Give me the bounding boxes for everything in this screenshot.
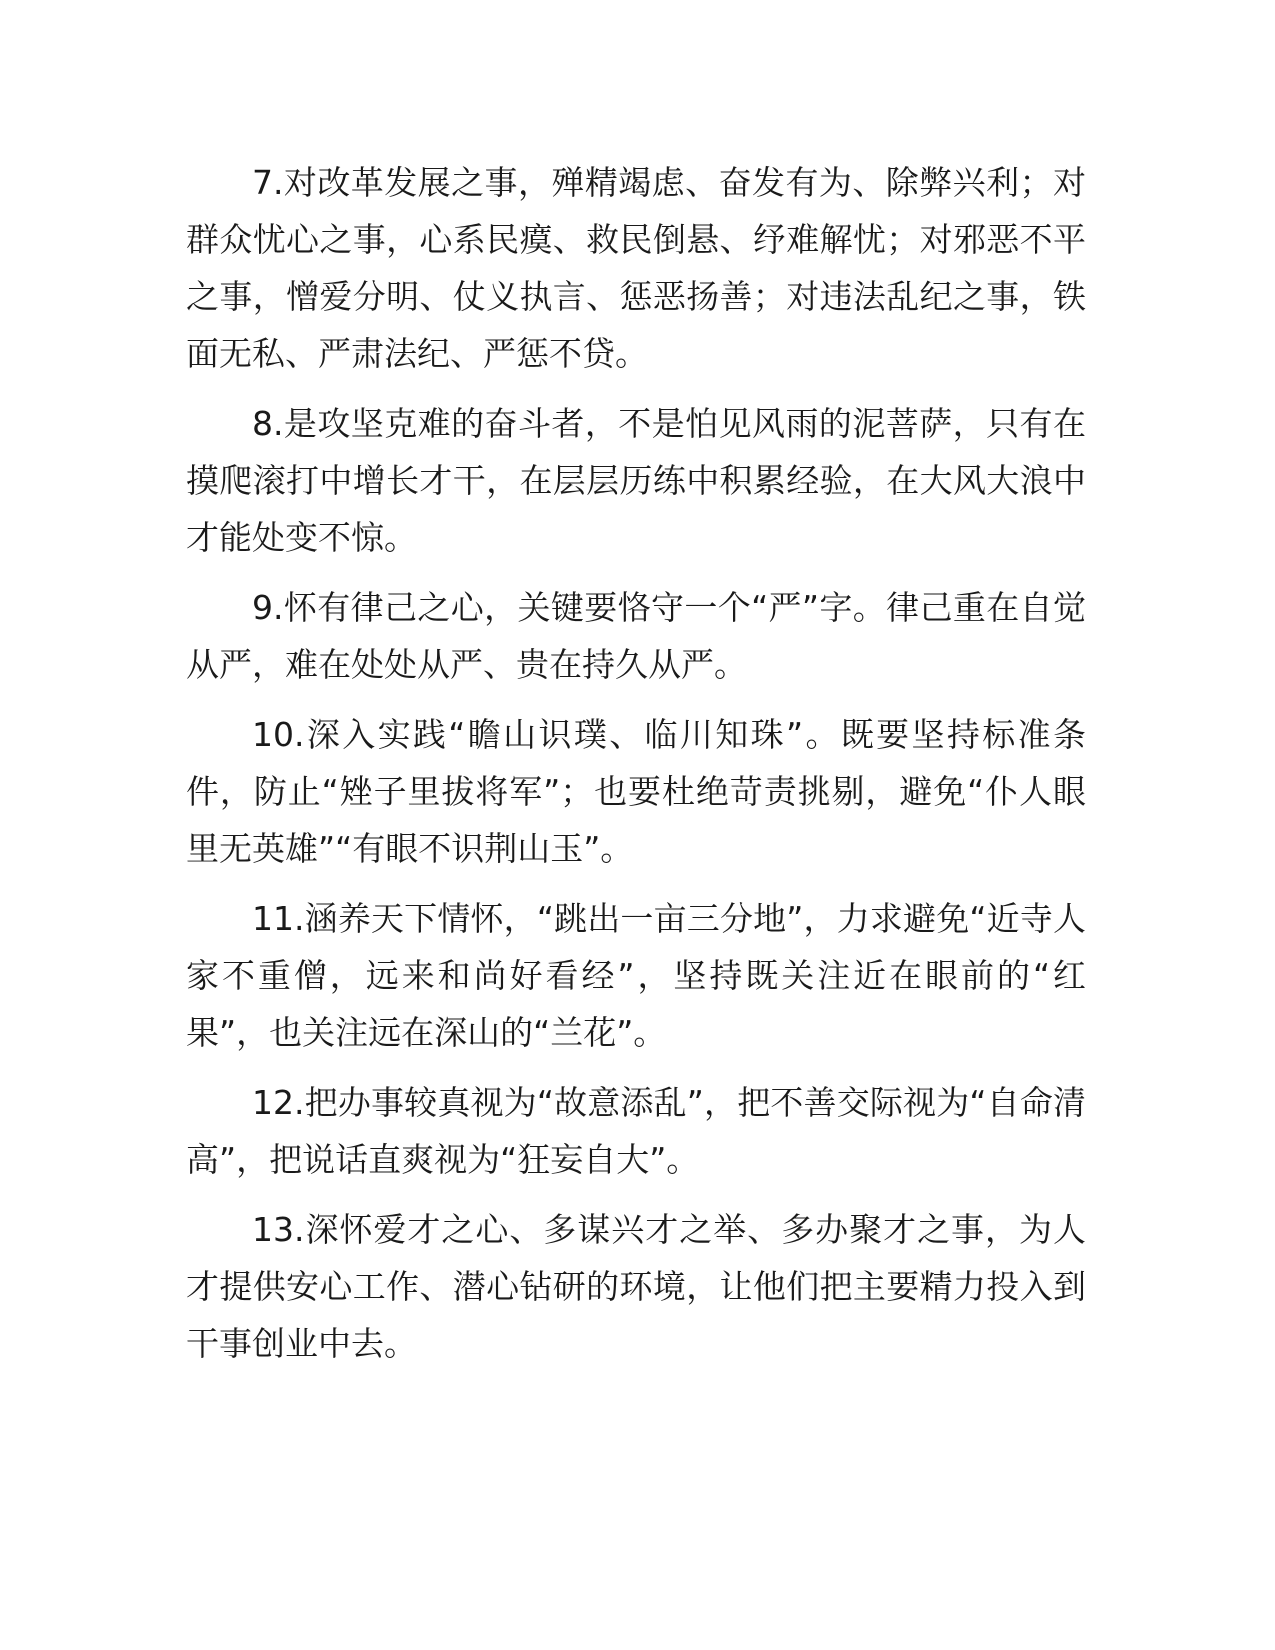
paragraph-10: 10.深入实践“瞻山识璞、临川知珠”。既要坚持标准条件，防止“矬子里拔将军”；也要杜绝苛责挑剔，避免“仆人眼里无英雄”“有眼不识荆山玉”。 bbox=[186, 715, 1086, 868]
paragraph-11: 11.涵养天下情怀，“跳出一亩三分地”，力求避免“近寺人家不重僧，远来和尚好看经”，坚持既关注近在眼前的“红果”，也关注远在深山的“兰花”。 bbox=[186, 899, 1086, 1052]
paragraph-9: 9.怀有律己之心，关键要恪守一个“严”字。律己重在自觉从严，难在处处从严、贵在持久从严。 bbox=[186, 588, 1086, 684]
paragraph-13: 13.深怀爱才之心、多谋兴才之举、多办聚才之事，为人才提供安心工作、潜心钻研的环境，让他们把主要精力投入到干事创业中去。 bbox=[186, 1210, 1086, 1363]
paragraph-12: 12.把办事较真视为“故意添乱”，把不善交际视为“自命清高”，把说话直爽视为“狂妄自大”。 bbox=[186, 1083, 1086, 1179]
paragraph-8: 8.是攻坚克难的奋斗者，不是怕见风雨的泥菩萨，只有在摸爬滚打中增长才干，在层层历练中积累经验，在大风大浪中才能处变不惊。 bbox=[186, 404, 1086, 557]
paragraph-7: 7.对改革发展之事，殚精竭虑、奋发有为、除弊兴利；对群众忧心之事，心系民瘼、救民倒悬、纾难解忧；对邪恶不平之事，憎爱分明、仗义执言、惩恶扬善；对违法乱纪之事，铁面无私、严肃法纪、严惩不贷。 bbox=[186, 163, 1086, 373]
document-body bbox=[186, 154, 1086, 1385]
